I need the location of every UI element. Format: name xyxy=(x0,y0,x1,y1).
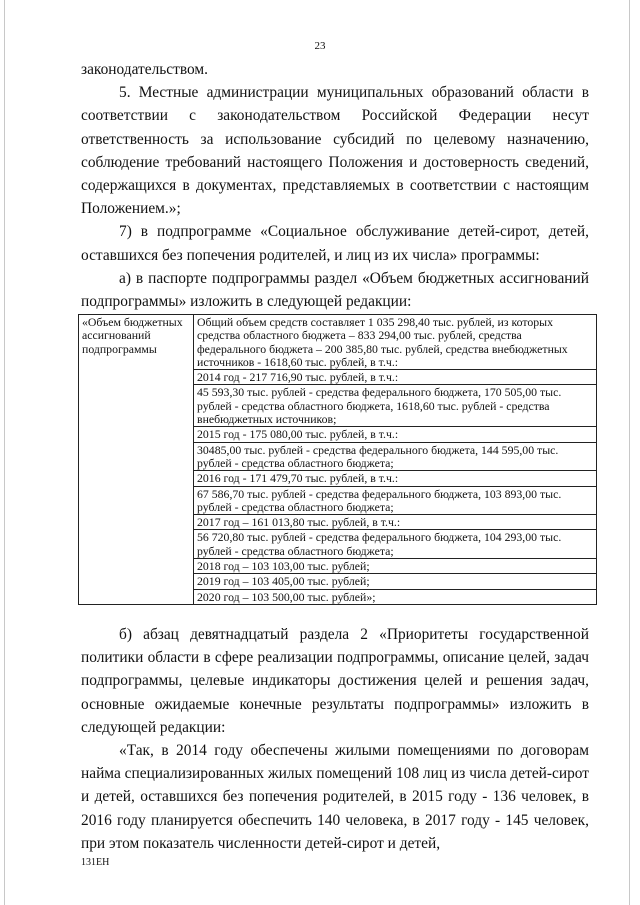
table-cell: 30485,00 тыс. рублей - средства федерального бюджета, 144 595,00 тыс. рублей - средства областного бюджета; xyxy=(194,442,597,471)
paragraph-item-b: б) абзац девятнадцатый раздела 2 «Приоритеты государственной политики области в сфере реализации подпрограммы, описание целей, задач подпрограммы, целевые индикаторы достижения целей и решения задач, основные ожидаемые конечные результаты подпрограммы» изложить в следующей редакции: xyxy=(81,626,589,736)
table-row xyxy=(79,315,597,370)
table-cell: 67 586,70 тыс. рублей - средства федерального бюджета, 103 893,00 тыс. рублей - средства областного бюджета; xyxy=(194,486,597,515)
paragraph-quote: «Так, в 2014 году обеспечены жилыми помещениями по договорам найма специализированных жилых помещений 108 лиц из числа детей-сирот и детей, оставшихся без попечения родителей, в 2015 году - 136 человек, в 2016 году планируется обеспечить 140 человека, в 2017 году - 145 человек, при этом показатель численности детей-сирот и детей, xyxy=(81,742,589,852)
table-cell: 2015 год - 175 080,00 тыс. рублей, в т.ч.: xyxy=(194,427,597,442)
table-cell: 2017 год – 161 013,80 тыс. рублей, в т.ч.: xyxy=(194,515,597,530)
paragraph-item-a: а) в паспорте подпрограммы раздел «Объем бюджетных ассигнований подпрограммы» изложить в следующей редакции: xyxy=(81,269,589,311)
page-number: 23 xyxy=(314,40,326,52)
table-label-cell: «Объем бюджетных ассигнований подпрограммы xyxy=(79,315,194,605)
page-edge-left xyxy=(4,0,5,905)
table-cell: 2019 год – 103 405,00 тыс. рублей; xyxy=(194,574,597,589)
table-cell: 2014 год - 217 716,90 тыс. рублей, в т.ч.: xyxy=(194,370,597,385)
paragraph-continuation: законодательством. xyxy=(81,61,209,78)
table-cell: 2016 год - 171 479,70 тыс. рублей, в т.ч.: xyxy=(194,471,597,486)
table-cell: 56 720,80 тыс. рублей - средства федерального бюджета, 104 293,00 тыс. рублей - средства областного бюджета; xyxy=(194,530,597,559)
table-cell: 2020 год – 103 500,00 тыс. рублей»; xyxy=(194,589,597,604)
page-edge-right xyxy=(629,0,630,905)
paragraph-item-5: 5. Местные администрации муниципальных образований области в соответствии с законодательством Российской Федерации несут ответственность за использование субсидий по целевому назначению, соблюдение требований настоящего Положения и достоверность сведений, содержащихся в документах, представляемых в соответствии с настоящим Положением.»; xyxy=(81,84,589,218)
text-block-top xyxy=(81,58,589,313)
table-cell: 2018 год – 103 103,00 тыс. рублей; xyxy=(194,559,597,574)
paragraph-item-7: 7) в подпрограмме «Социальное обслуживание детей-сирот, детей, оставшихся без попечения родителей, и лиц из их числа» программы: xyxy=(81,223,589,264)
table-cell: Общий объем средств составляет 1 035 298,40 тыс. рублей, из которых средства областного бюджета – 833 294,00 тыс. рублей, средства федерального бюджета – 200 385,80 тыс. рублей, средства внебюджетных источников - 1618,60 тыс. рублей, в т.ч.: xyxy=(194,315,597,370)
footer-code: 131ЕН xyxy=(81,857,110,868)
table-cell: 45 593,30 тыс. рублей - средства федерального бюджета, 170 505,00 тыс. рублей - средства областного бюджета, 1618,60 тыс. рублей - средства внебюджетных источников; xyxy=(194,385,597,427)
text-block-bottom xyxy=(81,623,589,855)
budget-table xyxy=(78,314,597,605)
